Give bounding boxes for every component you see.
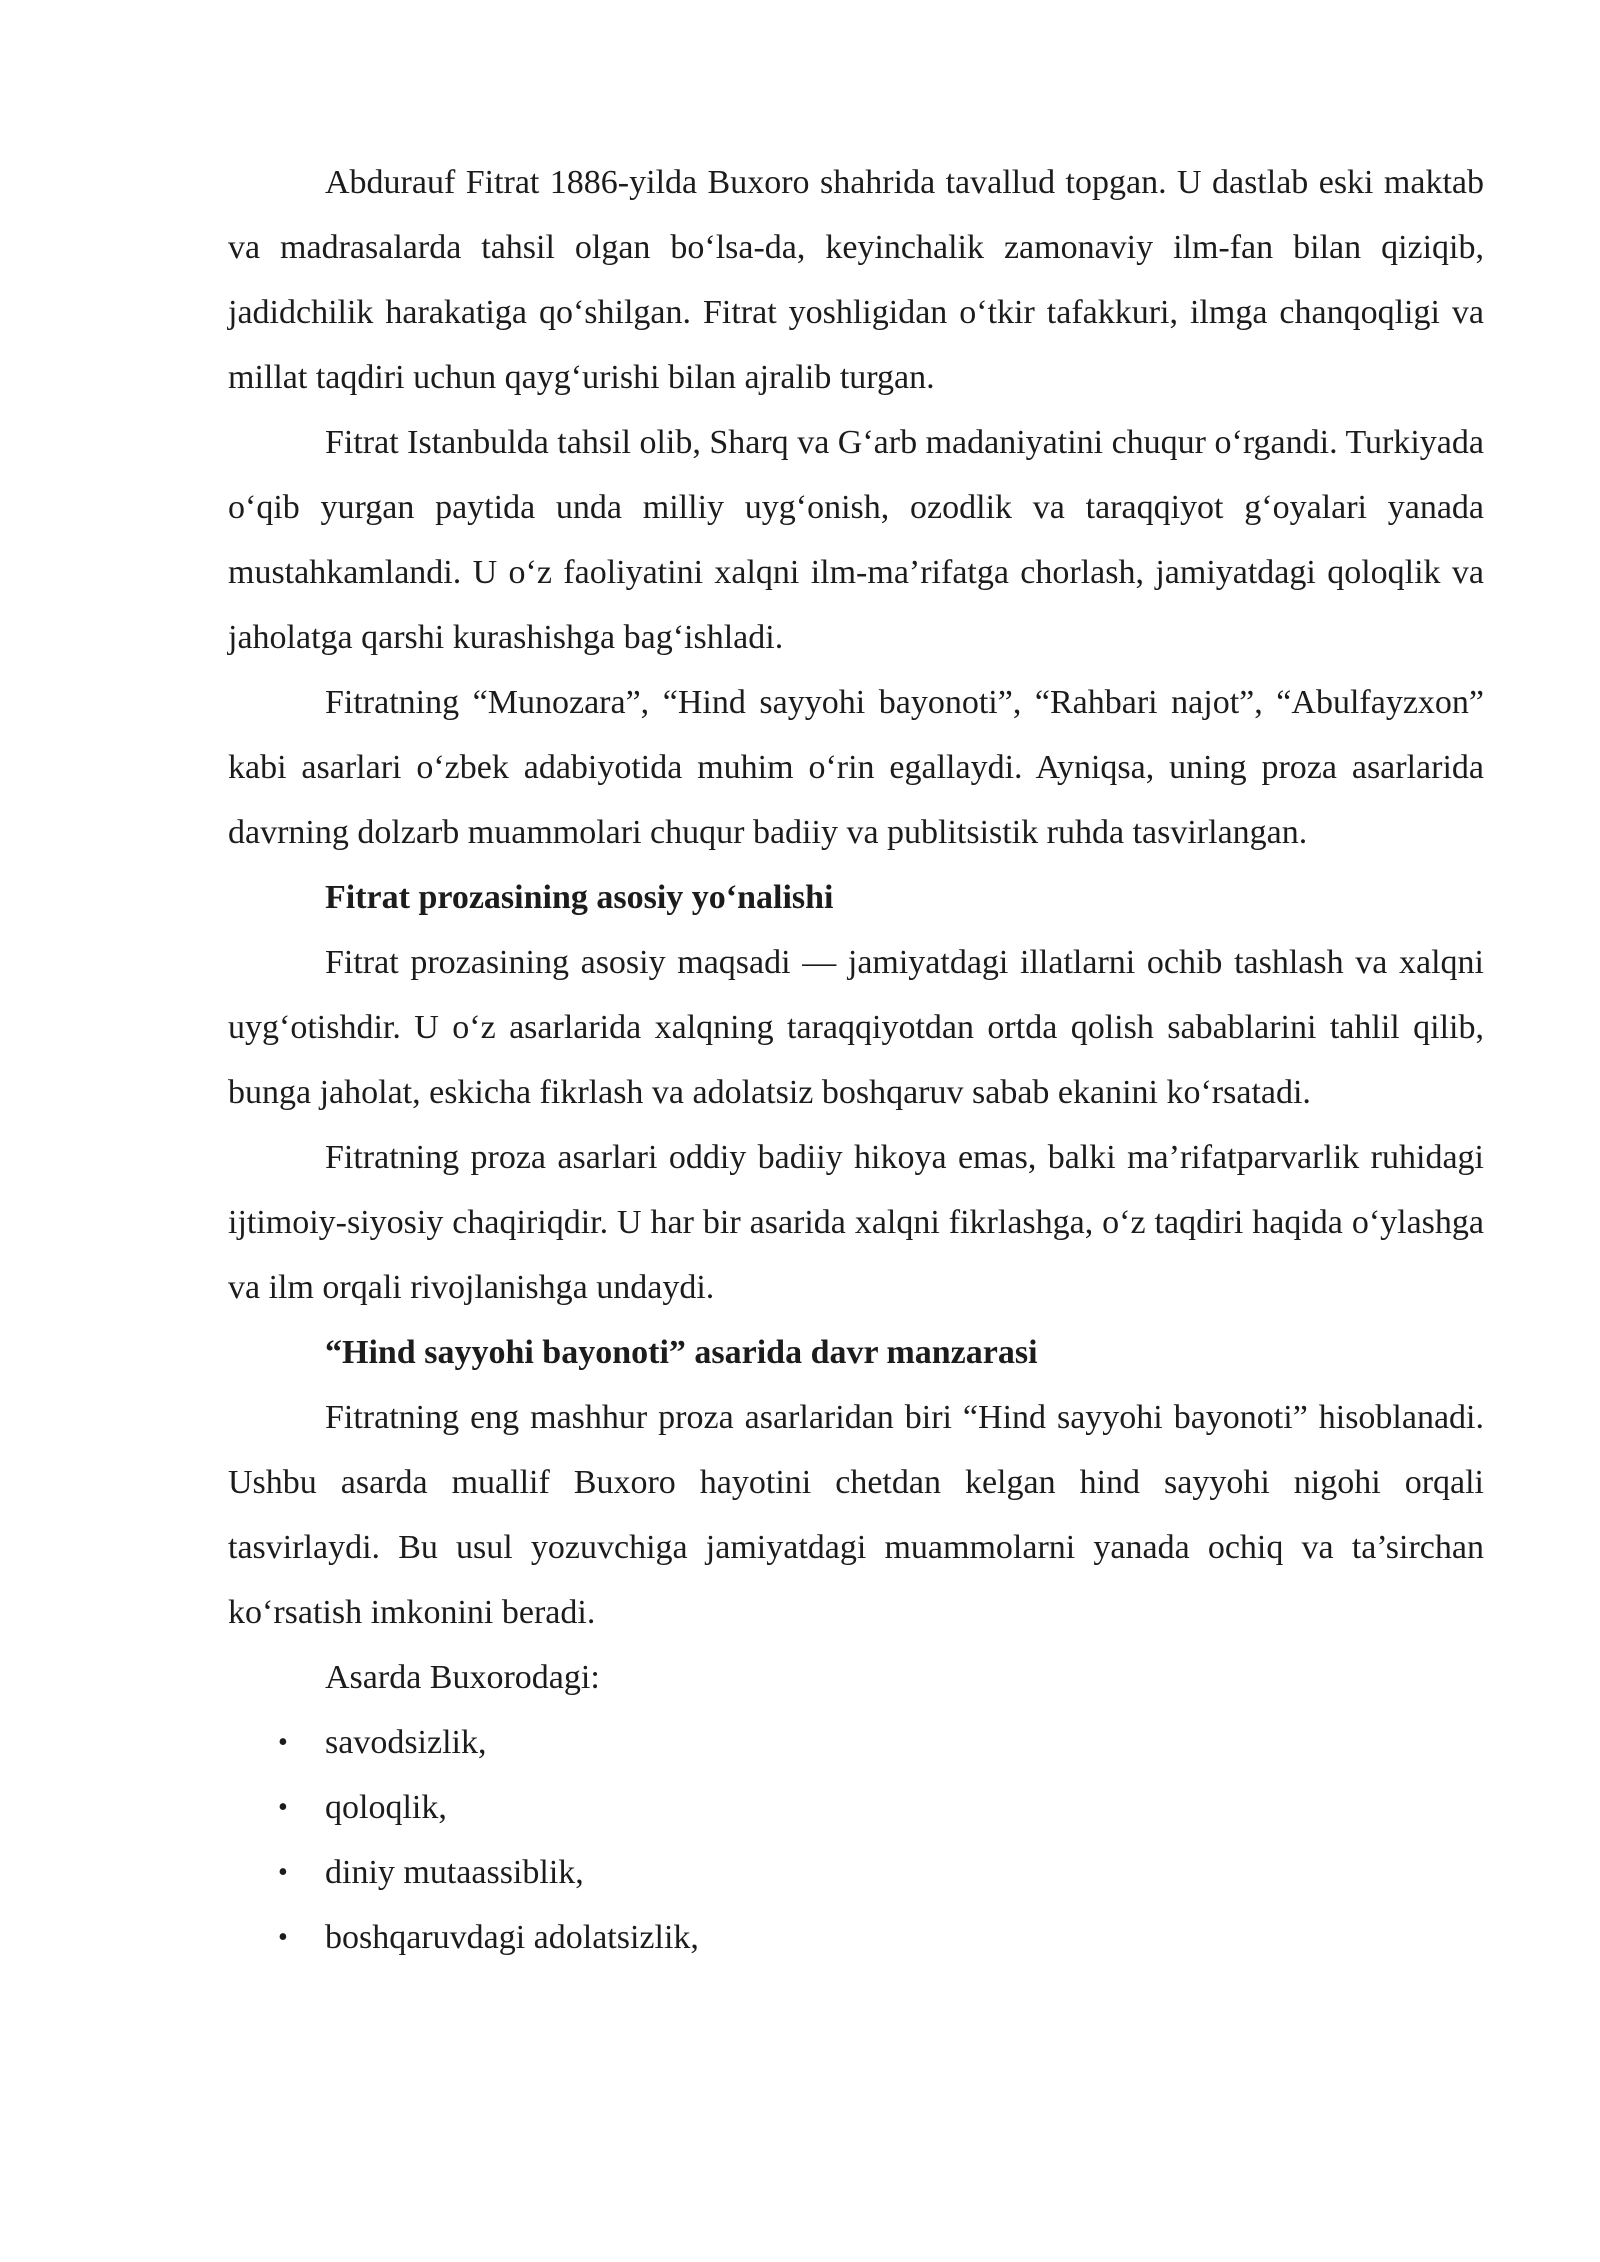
list-item-text: diniy mutaassiblik, bbox=[325, 1854, 584, 1891]
section-heading-hind-sayyohi: “Hind sayyohi bayonoti” asarida davr manzarasi bbox=[325, 1334, 1038, 1371]
list-item bbox=[228, 1710, 1484, 1775]
paragraph-fitrat-biography: Abdurauf Fitrat 1886-yilda Buxoro shahrida tavallud topgan. U dastlab eski maktab va madrasalarda tahsil olgan bo‘lsa-da, keyinchalik zamonaviy ilm-fan bilan qiziqib, jadidchilik harakatiga qo‘shilgan. Fitrat yoshligidan o‘tkir tafakkuri, ilmga chanqoqligi va millat taqdiri uchun qayg‘urishi bilan ajralib turgan. bbox=[228, 164, 1484, 396]
list-item bbox=[228, 1905, 1484, 1970]
list-item bbox=[228, 1775, 1484, 1840]
paragraph-prose-goal: Fitrat prozasining asosiy maqsadi — jamiyatdagi illatlarni ochib tashlash va xalqni uyg‘otishdir. U o‘z asarlarida xalqning taraqqiyotdan ortda qolish sabablarini tahlil qilib, bunga jaholat, eskicha fikrlash va adolatsiz boshqaruv sabab ekanini ko‘rsatadi. bbox=[228, 944, 1484, 1111]
bullet-icon: • bbox=[278, 1792, 288, 1823]
list-item-text: qoloqlik, bbox=[325, 1789, 447, 1826]
bullet-icon: • bbox=[278, 1857, 288, 1888]
section-heading-prose-direction: Fitrat prozasining asosiy yo‘nalishi bbox=[325, 879, 834, 916]
list-item bbox=[228, 1840, 1484, 1905]
paragraph-hind-sayyohi: Fitratning eng mashhur proza asarlaridan biri “Hind sayyohi bayonoti” hisoblanadi. Ushbu asarda muallif Buxoro hayotini chetdan kelgan hind sayyohi nigohi orqali tasvirlaydi. Bu usul yozuvchiga jamiyatdagi muammolarni yanada ochiq va ta’sirchan ko‘rsatish imkonini beradi. bbox=[228, 1399, 1484, 1631]
bullet-icon: • bbox=[278, 1922, 288, 1953]
issues-list bbox=[228, 1710, 1484, 1970]
paragraph-works-list: Fitratning “Munozara”, “Hind sayyohi bayonoti”, “Rahbari najot”, “Abulfayzxon” kabi asarlari o‘zbek adabiyotida muhim o‘rin egallaydi. Ayniqsa, uning proza asarlarida davrning dolzarb muammolari chuqur badiiy va publitsistik ruhda tasvirlangan. bbox=[228, 684, 1484, 851]
paragraph-list-intro: Asarda Buxorodagi: bbox=[325, 1659, 600, 1696]
paragraph-istanbul-education: Fitrat Istanbulda tahsil olib, Sharq va G‘arb madaniyatini chuqur o‘rgandi. Turkiyada o‘qib yurgan paytida unda milliy uyg‘onish, ozodlik va taraqqiyot g‘oyalari yanada mustahkamlandi. U o‘z faoliyatini xalqni ilm-ma’rifatga chorlash, jamiyatdagi qoloqlik va jaholatga qarshi kurashishga bag‘ishladi. bbox=[228, 424, 1484, 656]
list-item-text: savodsizlik, bbox=[325, 1724, 487, 1761]
paragraph-prose-call: Fitratning proza asarlari oddiy badiiy hikoya emas, balki ma’rifatparvarlik ruhidagi ijtimoiy-siyosiy chaqiriqdir. U har bir asarida xalqni fikrlashga, o‘z taqdiri haqida o‘ylashga va ilm orqali rivojlanishga undaydi. bbox=[228, 1139, 1484, 1306]
document-page bbox=[228, 150, 1484, 1970]
list-item-text: boshqaruvdagi adolatsizlik, bbox=[325, 1919, 699, 1956]
bullet-icon: • bbox=[278, 1727, 288, 1758]
